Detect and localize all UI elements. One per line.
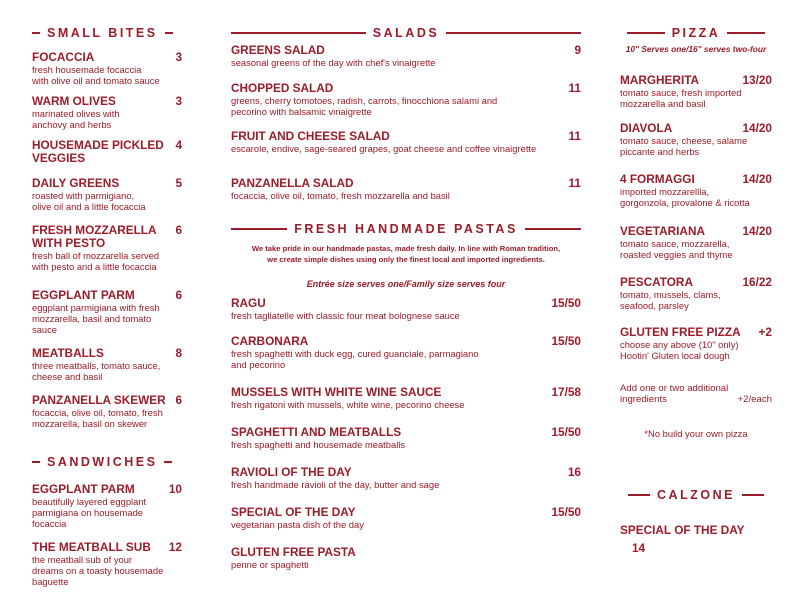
item-price: 4 [175,138,182,152]
item-price: 15/50 [551,505,581,519]
item-price: 14/20 [742,172,772,186]
menu-item-warm-olives [32,95,184,130]
header-rule [231,228,287,230]
menu-item-4-formaggi [620,173,772,208]
menu-item-pasta-special [231,506,581,530]
menu-item-focaccia [32,51,184,86]
item-desc: penne or spaghetti [231,559,309,570]
item-desc: seasonal greens of the day with chef's vinaigrette [231,57,436,68]
menu-item-eggplant-parm [32,289,184,335]
item-price: 12 [168,540,182,554]
item-desc: tomato sauce, cheese, salame piccante and herbs [620,135,748,157]
item-desc: imported mozzarellla, gorgonzola, provalone & ricotta [620,186,750,208]
item-desc: fresh spaghetti with duck egg, cured guanciale, parmagiano and pecorino [231,348,479,370]
item-desc: eggplant parmigiana with fresh mozzarella, basil and tomato sauce [32,302,160,335]
item-price: 14/20 [742,224,772,238]
item-desc: the meatball sub of your dreams on a toasty housemade baguette [32,554,164,587]
item-price: 17/58 [551,385,581,399]
menu-item-eggplant-parm-sandwich [32,483,184,529]
menu-item-daily-greens [32,177,184,212]
item-desc: three meatballs, tomato sauce, cheese and basil [32,360,161,382]
item-desc: tomato, mussels, clams, seafood, parsley [620,289,721,311]
item-name: GLUTEN FREE PIZZA [620,325,741,339]
item-desc: beautifully layered eggplant parmigiana on housemade focaccia [32,496,147,529]
item-name: FRESH MOZZARELLA WITH PESTO [32,223,157,250]
item-price: 5 [175,176,182,190]
menu-item-pickled-veggies [32,139,184,165]
addon-label: Add one or two additional ingredients [620,383,729,405]
item-price: +2 [758,325,772,339]
no-build-note: *No build your own pizza [644,428,748,439]
menu-item-meatballs [32,347,184,382]
header-rule [742,494,764,496]
pizza-header [620,26,772,40]
section-title: FRESH HANDMADE PASTAS [294,222,518,236]
item-desc: marinated olives with anchovy and herbs [32,108,120,130]
header-rule [165,32,173,34]
item-name: THE MEATBALL SUB [32,540,151,554]
menu-item-fresh-mozzarella [32,224,184,272]
item-price: 6 [175,393,182,407]
header-rule [627,32,665,34]
item-desc: tomato sauce, fresh imported mozzarella and basil [620,87,742,109]
item-price: 14 [632,541,646,555]
header-rule [32,32,40,34]
item-name: 4 FORMAGGI [620,172,695,186]
item-desc: focaccia, olive oil, tomato, fresh mozzarella, basil on skewer [32,407,163,429]
item-name: MARGHERITA [620,73,700,87]
item-desc: escarole, endive, sage-seared grapes, goat cheese and coffee vinaigrette [231,143,537,154]
item-desc: greens, cherry tomotoes, radish, carrots, finocchiona salami and pecorino with balsamic vinaigrette [231,95,498,117]
item-price: 6 [175,288,182,302]
menu-item-fruit-cheese-salad [231,130,581,154]
item-desc: tomato sauce, mozzarella, roasted veggies and thyme [620,238,733,260]
addon-price: +2/each [737,394,772,405]
item-desc: fresh tagliatelle with classic four meat bolognese sauce [231,310,460,321]
item-name: PESCATORA [620,275,693,289]
header-rule [231,32,366,34]
item-desc: fresh housemade focaccia with olive oil and tomato sauce [32,64,160,86]
menu-item-carbonara [231,335,581,370]
item-name: PANZANELLA SKEWER [32,393,166,407]
item-price: 15/50 [551,334,581,348]
menu-item-margherita [620,74,772,109]
item-desc: fresh ball of mozzarella served with pesto and a little focaccia [32,250,160,272]
item-price: 13/20 [742,73,772,87]
pastas-size-note: Entrée size serves one/Family size serves four [306,279,506,289]
item-price: 8 [175,346,182,360]
menu-item-pescatora [620,276,772,311]
item-name: DIAVOLA [620,121,673,135]
item-desc: fresh spaghetti and housemade meatballs [231,439,406,450]
item-price: 9 [574,43,581,57]
item-desc: fresh rigatoni with mussels, white wine, pecorino cheese [231,399,465,410]
item-name: WARM OLIVES [32,94,116,108]
menu-item-chopped-salad [231,82,581,117]
pizza-size-note: 10" Serves one/16" serves two-four [625,44,767,54]
section-title: CALZONE [657,488,735,502]
menu-item-spaghetti-meatballs [231,426,581,450]
item-name: RAVIOLI OF THE DAY [231,465,352,479]
item-price: 10 [168,482,182,496]
menu-item-ragu [231,297,581,321]
item-price: 11 [568,176,581,190]
item-name: EGGPLANT PARM [32,482,135,496]
item-price: 16 [567,465,581,479]
section-title: SMALL BITES [47,26,158,40]
item-price: 15/50 [551,425,581,439]
item-name: HOUSEMADE PICKLED VEGGIES [32,138,164,165]
item-name: FOCACCIA [32,50,95,64]
item-name: SPECIAL OF THE DAY [231,505,356,519]
pizza-addon [620,383,772,405]
item-name: GLUTEN FREE PASTA [231,545,356,559]
header-rule [164,461,172,463]
item-name: PANZANELLA SALAD [231,176,354,190]
item-name: EGGPLANT PARM [32,288,135,302]
item-name: GREENS SALAD [231,43,325,57]
item-name: VEGETARIANA [620,224,705,238]
item-name: MUSSELS WITH WHITE WINE SAUCE [231,385,442,399]
item-name: CHOPPED SALAD [231,81,334,95]
menu-item-meatball-sub [32,541,184,587]
header-rule [727,32,765,34]
salads-header [231,26,581,40]
menu-item-calzone-special [620,521,772,557]
item-desc: focaccia, olive oil, tomato, fresh mozzarella and basil [231,190,450,201]
item-price: 11 [568,129,581,143]
menu-item-panzanella-salad [231,177,581,201]
item-name: CARBONARA [231,334,309,348]
menu-item-mussels [231,386,581,410]
item-price: 16/22 [742,275,772,289]
menu-item-gluten-free-pizza [620,326,772,361]
menu-item-panzanella-skewer [32,394,184,429]
menu-item-greens-salad [231,44,581,68]
item-price: 14/20 [742,121,772,135]
pastas-intro: We take pride in our handmade pastas, made fresh daily. In line with Roman tradition, we create simple dishes using only the finest local and imported ingredients. [251,244,561,264]
item-name: RAGU [231,296,266,310]
item-desc: vegetarian pasta dish of the day [231,519,364,530]
item-name: DAILY GREENS [32,176,120,190]
item-desc: roasted with parmigiano, olive oil and a little focaccia [32,190,146,212]
item-desc: choose any above (10" only) Hootin' Gluten local dough [620,339,739,361]
header-rule [446,32,581,34]
section-title: SALADS [372,26,440,40]
menu-item-gluten-free-pasta [231,546,581,570]
header-rule [32,461,40,463]
item-name: SPAGHETTI AND MEATBALLS [231,425,402,439]
sandwiches-header [32,455,184,469]
pastas-header [231,222,581,236]
menu-item-diavola [620,122,772,157]
item-name: FRUIT AND CHEESE SALAD [231,129,390,143]
small-bites-header [32,26,184,40]
section-title: SANDWICHES [47,455,158,469]
item-price: 11 [568,81,581,95]
header-rule [628,494,650,496]
menu-item-vegetariana [620,225,772,260]
item-price: 15/50 [551,296,581,310]
item-name: SPECIAL OF THE DAY [620,523,745,537]
item-price: 3 [175,50,182,64]
calzone-header [620,488,772,502]
header-rule [525,228,581,230]
menu-item-ravioli [231,466,581,490]
item-desc: fresh handmade ravioli of the day, butter and sage [231,479,440,490]
item-price: 6 [175,223,182,237]
section-title: PIZZA [671,26,721,40]
item-name: MEATBALLS [32,346,104,360]
item-price: 3 [175,94,182,108]
